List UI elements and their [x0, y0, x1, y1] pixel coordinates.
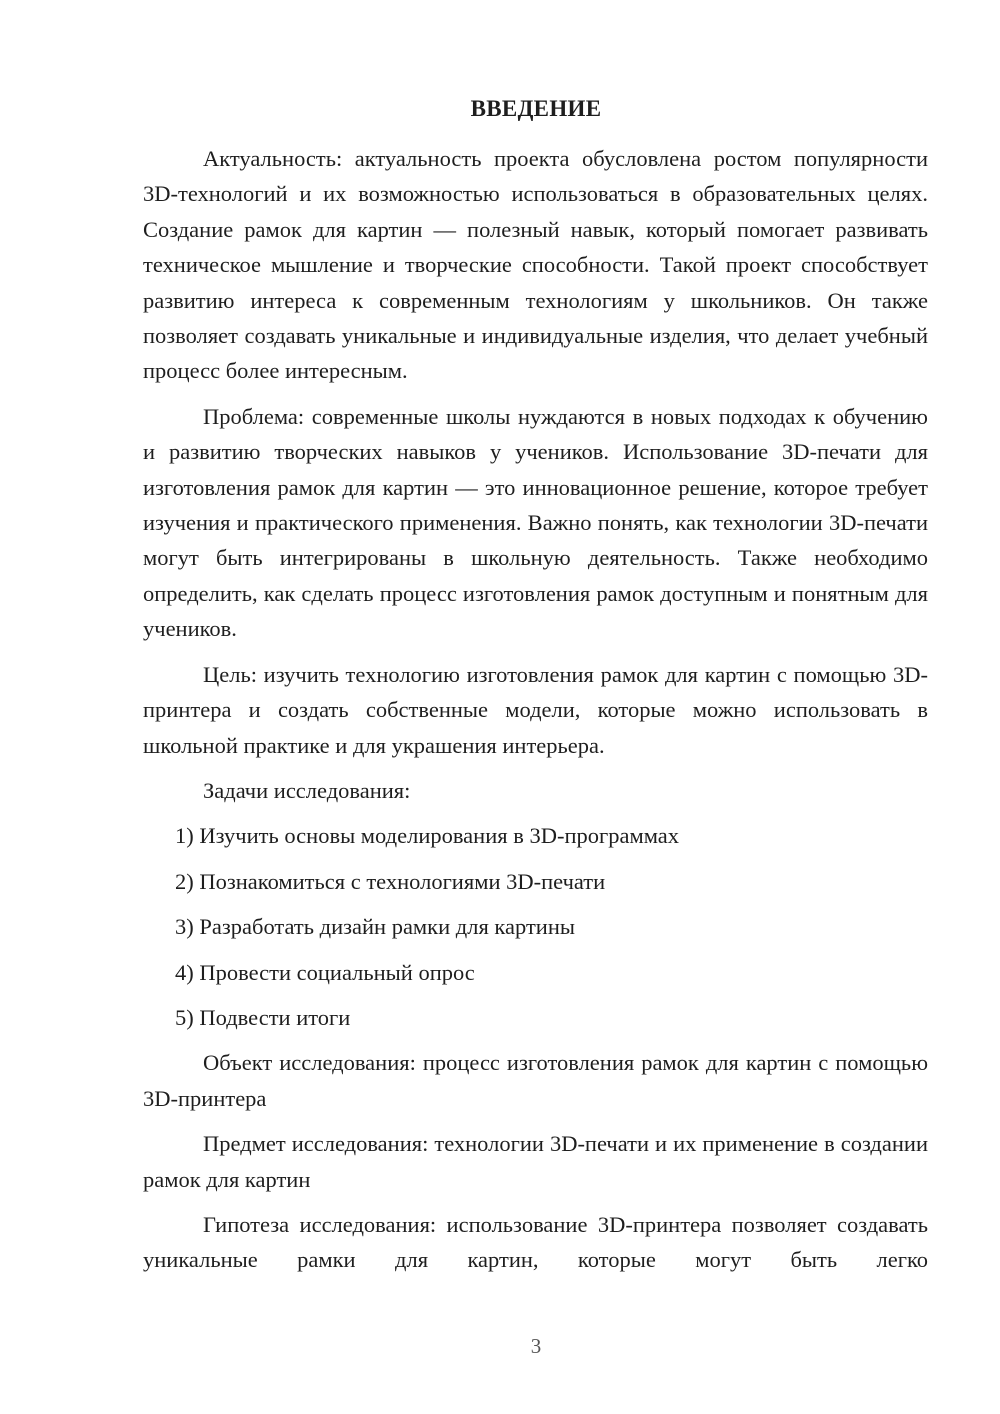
task-item: 5) Подвести итоги	[175, 1004, 351, 1030]
task-item: 1) Изучить основы моделирования в 3D-программах	[175, 823, 680, 849]
document-body	[143, 141, 928, 1288]
task-item: 2) Познакомиться с технологиями 3D-печати	[175, 868, 606, 894]
goal-paragraph: Цель: изучить технологию изготовления рамок для картин с помощью 3D-принтера и создать собственные модели, которые можно использовать в школьной практике и для украшения интерьера.	[143, 661, 928, 758]
tasks-list	[143, 818, 928, 1035]
subject-paragraph: Предмет исследования: технологии 3D-печати и их применение в создании рамок для картин	[143, 1131, 928, 1192]
page-title: ВВЕДЕНИЕ	[470, 96, 602, 121]
page-number: 3	[530, 1334, 542, 1358]
problem-paragraph: Проблема: современные школы нуждаются в новых подходах к обучению и развитию творческих навыков у учеников. Использование 3D-печати для изготовления рамок для картин — это инновационное решение, которое требует изучения и практического применения. Важно понять, как технологии 3D-печати могут быть интегрированы в школьную деятельность. Также необходимо определить, как сделать процесс изготовления рамок доступным и понятным для учеников.	[143, 403, 928, 642]
relevance-paragraph: Актуальность: актуальность проекта обусловлена ростом популярности 3D-технологий и их возможностью использоваться в образовательных целях. Создание рамок для картин — полезный навык, который помогает развивать техническое мышление и творческие способности. Такой проект способствует развитию интереса к современным технологиям у школьников. Он также позволяет создавать уникальные и индивидуальные изделия, что делает учебный процесс более интересным.	[143, 146, 928, 384]
task-item: 4) Провести социальный опрос	[175, 959, 475, 985]
hypothesis-paragraph: Гипотеза исследования: использование 3D-принтера позволяет создавать уникальные рамки для картин, которые могут быть легко	[143, 1211, 928, 1273]
task-item: 3) Разработать дизайн рамки для картины	[175, 914, 575, 940]
tasks-heading: Задачи исследования:	[203, 777, 411, 803]
object-paragraph: Объект исследования: процесс изготовления рамок для картин с помощью 3D-принтера	[143, 1050, 928, 1111]
